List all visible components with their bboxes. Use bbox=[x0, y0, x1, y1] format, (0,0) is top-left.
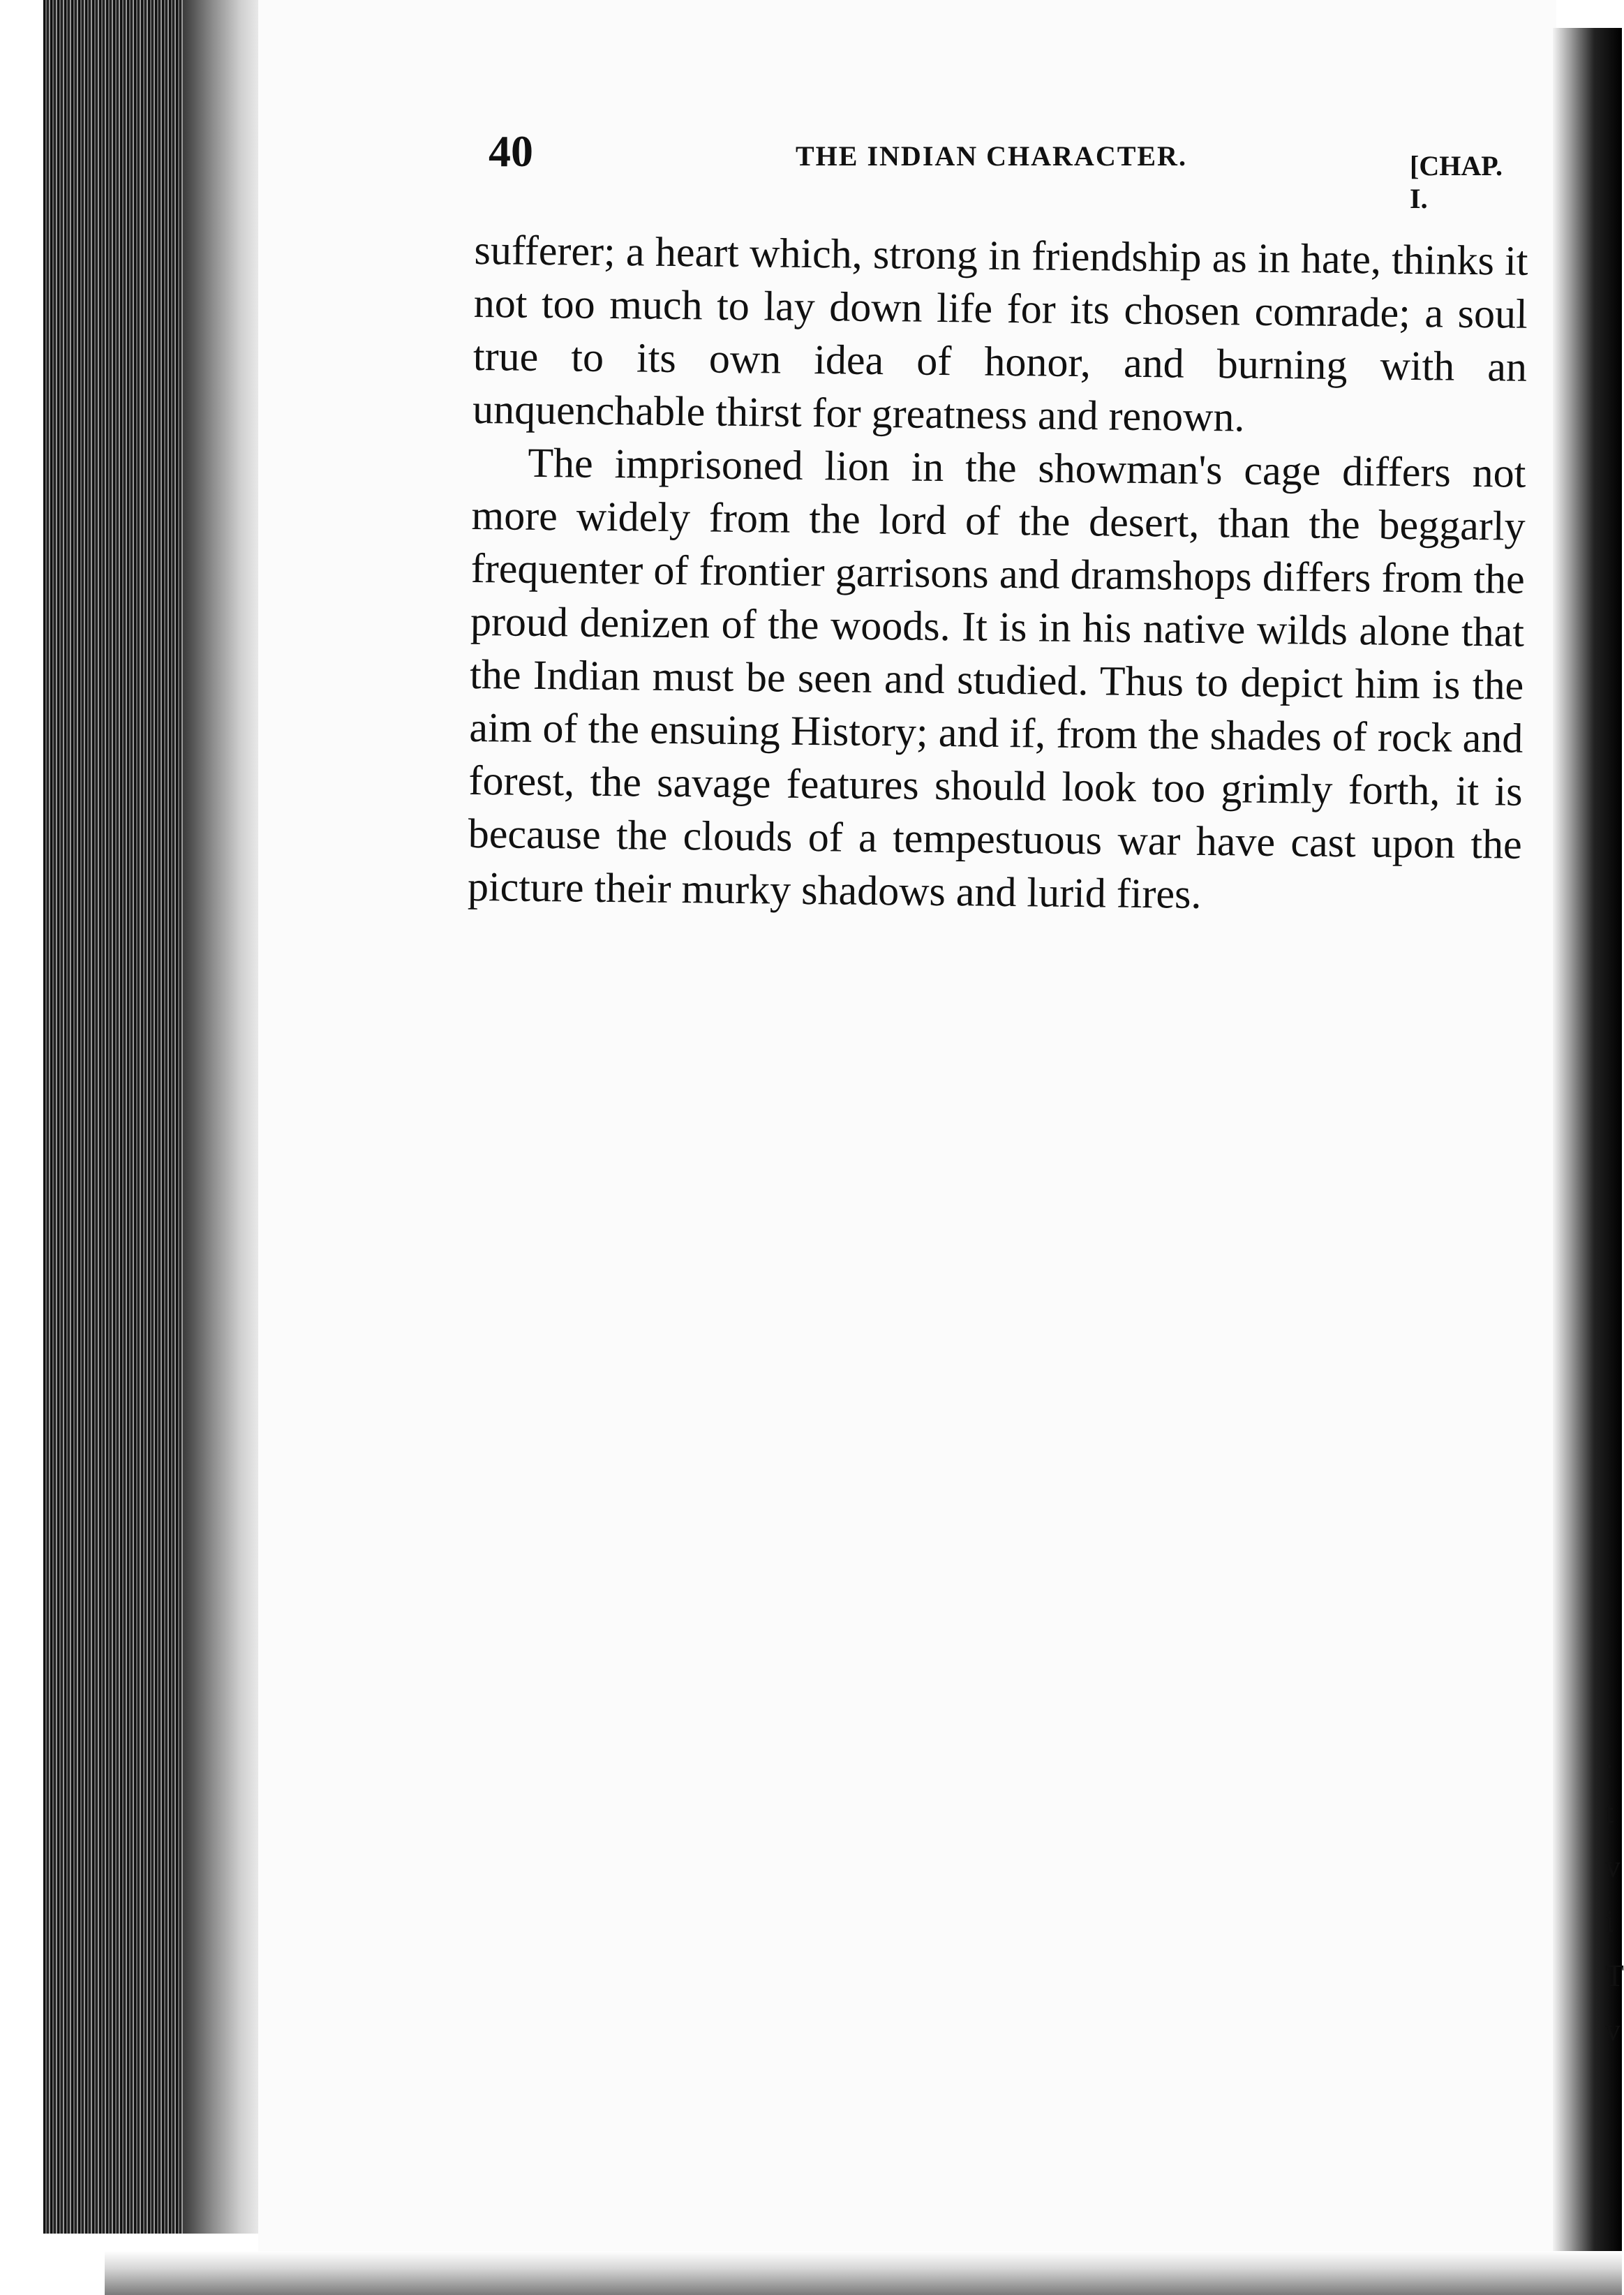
page-gutter-shadow bbox=[183, 0, 265, 2234]
running-title: THE INDIAN CHARACTER. bbox=[796, 140, 1187, 172]
bottom-page-edge bbox=[105, 2251, 1622, 2295]
page-number: 40 bbox=[489, 126, 533, 176]
continuation-paragraph: sufferer; a heart which, strong in friendship as in hate, thinks it not too much to lay down life for its chosen comrade; a soul true to its own idea of honor, and burning with an unquenchable thirst for greatness and renown. bbox=[472, 226, 1528, 440]
body-text bbox=[468, 223, 1528, 924]
page-header bbox=[489, 119, 1521, 214]
body-paragraph: The imprisoned lion in the showman's cage differs not more widely from the lord of the desert, than the beggarly frequenter of frontier garrisons and dramshops differs from the proud denizen of the woods. It is in his native wilds alone that the Indian must be seen and studied. Thus to depict him is the aim of the ensuing History; and if, from the shades of rock and forest, the savage features should look too grimly forth, it is because the clouds of a tempestuous war have cast upon the picture their murky shadows and lurid fires. bbox=[467, 439, 1526, 917]
page-stack-edges bbox=[43, 0, 265, 2234]
chapter-mark: [CHAP. I. bbox=[1410, 150, 1503, 214]
facing-page-bleed-text: . t v i T v bbox=[1605, 1741, 1624, 2047]
left-book-edge bbox=[0, 0, 265, 2295]
